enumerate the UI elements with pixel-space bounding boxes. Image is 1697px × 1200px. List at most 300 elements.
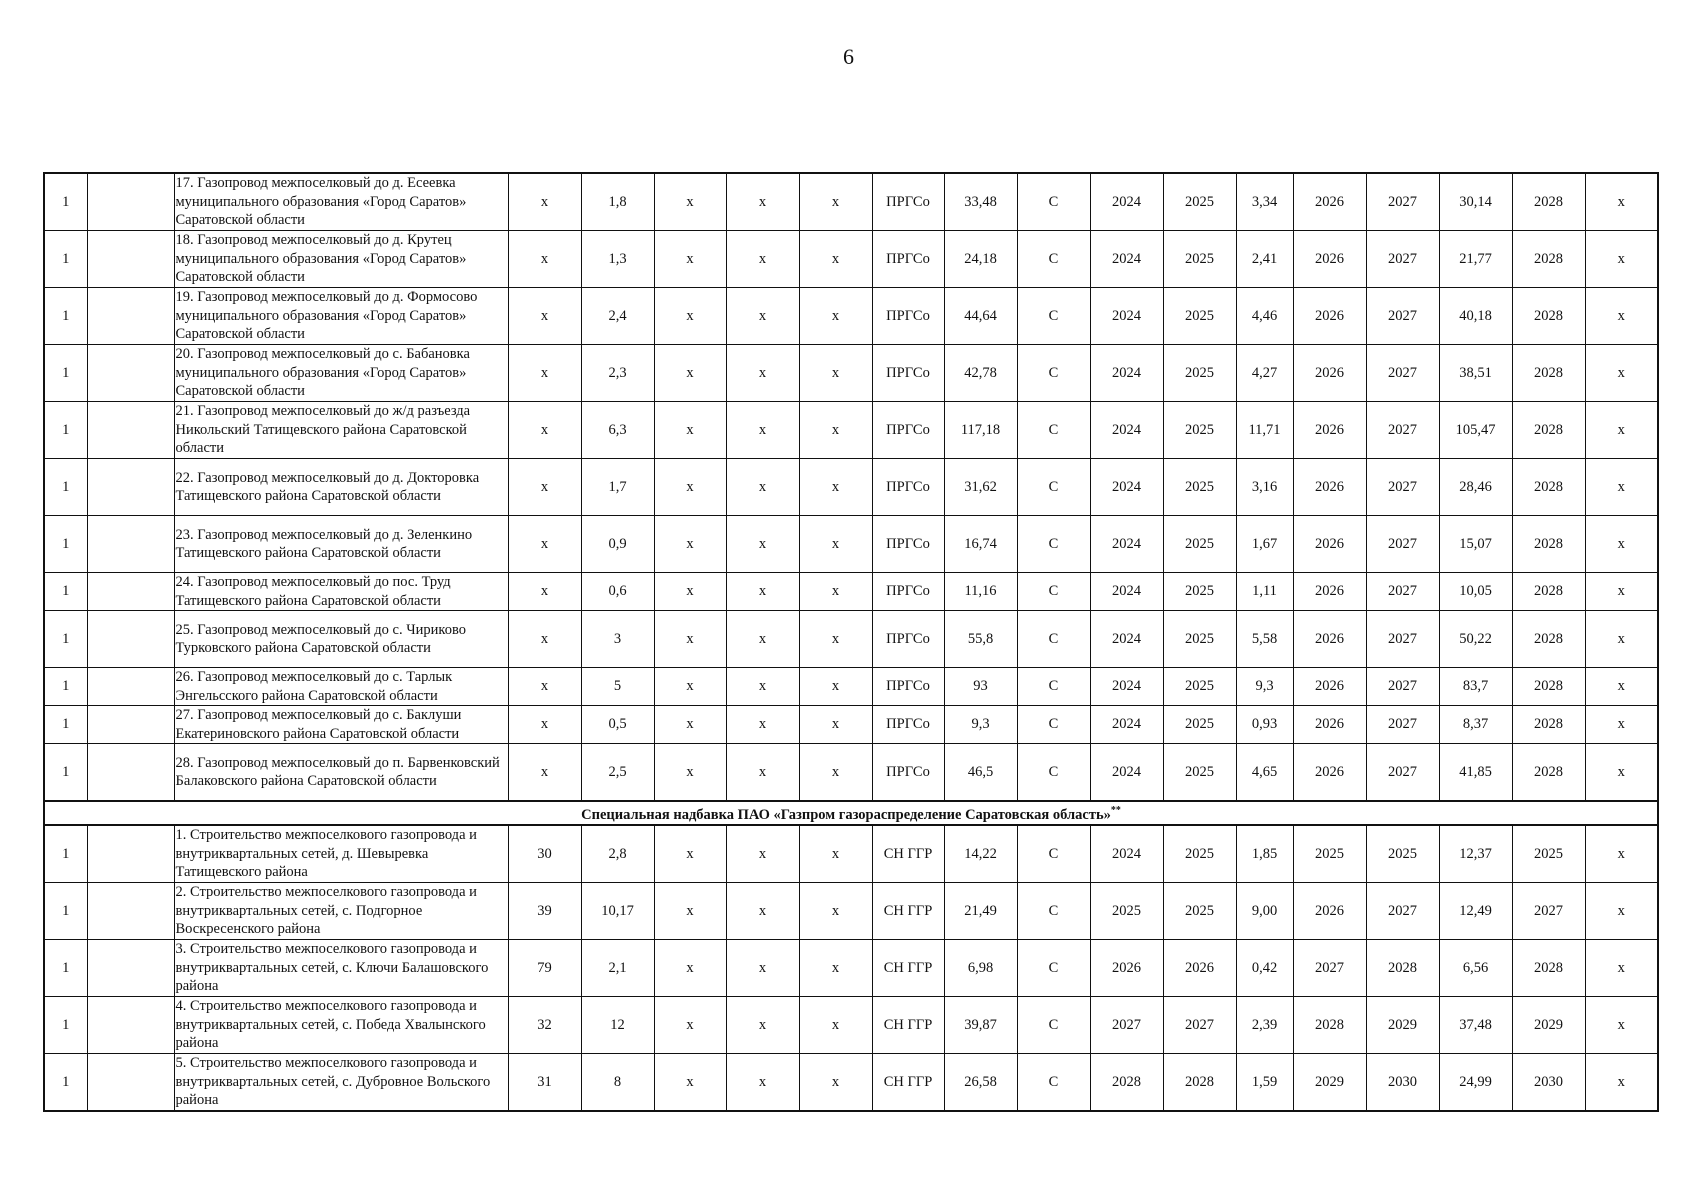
cell-c5: 0,6 — [581, 573, 654, 611]
cell-c7: х — [726, 459, 799, 516]
cell-c11: С — [1017, 939, 1090, 996]
cell-c13: 2025 — [1163, 173, 1236, 231]
cell-c9: ПРГСо — [872, 516, 944, 573]
cell-c5: 1,7 — [581, 459, 654, 516]
cell-c16: 2027 — [1366, 882, 1439, 939]
cell-c14: 0,93 — [1236, 706, 1293, 744]
table-row — [44, 573, 1658, 611]
cell-name: 24. Газопровод межпоселковый до пос. Труд Татищевского района Саратовской области — [174, 573, 508, 611]
cell-c14: 3,16 — [1236, 459, 1293, 516]
cell-name: 25. Газопровод межпоселковый до с. Чириково Турковского района Саратовской области — [174, 611, 508, 668]
cell-name: 17. Газопровод межпоселковый до д. Есеевка муниципального образования «Город Саратов» Саратовской области — [174, 173, 508, 231]
cell-c18: 2028 — [1512, 573, 1585, 611]
cell-c4: х — [508, 573, 581, 611]
cell-c11: С — [1017, 1053, 1090, 1111]
cell-c15: 2026 — [1293, 402, 1366, 459]
cell-name: 5. Строительство межпоселкового газопровода и внутриквартальных сетей, с. Дубровное Вольского района — [174, 1053, 508, 1111]
cell-c12: 2024 — [1090, 668, 1163, 706]
cell-c1: 1 — [44, 288, 87, 345]
cell-c7: х — [726, 345, 799, 402]
cell-c12: 2024 — [1090, 231, 1163, 288]
cell-c6: х — [654, 231, 726, 288]
cell-c2 — [87, 825, 174, 883]
cell-c10: 14,22 — [944, 825, 1017, 883]
cell-c17: 50,22 — [1439, 611, 1512, 668]
cell-c2 — [87, 231, 174, 288]
cell-c1: 1 — [44, 706, 87, 744]
cell-c6: х — [654, 744, 726, 802]
cell-c18: 2028 — [1512, 744, 1585, 802]
cell-c5: 2,5 — [581, 744, 654, 802]
cell-c12: 2024 — [1090, 516, 1163, 573]
cell-c5: 6,3 — [581, 402, 654, 459]
cell-c9: ПРГСо — [872, 668, 944, 706]
cell-c6: х — [654, 516, 726, 573]
cell-c5: 10,17 — [581, 882, 654, 939]
cell-c8: х — [799, 611, 872, 668]
cell-c16: 2027 — [1366, 573, 1439, 611]
cell-c7: х — [726, 1053, 799, 1111]
cell-c19: х — [1585, 402, 1658, 459]
cell-c9: ПРГСо — [872, 459, 944, 516]
cell-c19: х — [1585, 573, 1658, 611]
table-row — [44, 939, 1658, 996]
cell-name: 26. Газопровод межпоселковый до с. Тарлык Энгельсского района Саратовской области — [174, 668, 508, 706]
cell-c12: 2024 — [1090, 173, 1163, 231]
table-row — [44, 1053, 1658, 1111]
cell-c12: 2024 — [1090, 611, 1163, 668]
cell-c14: 2,41 — [1236, 231, 1293, 288]
cell-c15: 2026 — [1293, 882, 1366, 939]
cell-c19: х — [1585, 345, 1658, 402]
cell-c19: х — [1585, 516, 1658, 573]
cell-c9: ПРГСо — [872, 345, 944, 402]
cell-c8: х — [799, 402, 872, 459]
cell-c15: 2026 — [1293, 744, 1366, 802]
cell-c4: х — [508, 402, 581, 459]
cell-c6: х — [654, 459, 726, 516]
cell-c4: 32 — [508, 996, 581, 1053]
cell-c13: 2025 — [1163, 516, 1236, 573]
cell-c6: х — [654, 573, 726, 611]
cell-c15: 2025 — [1293, 825, 1366, 883]
cell-c18: 2028 — [1512, 939, 1585, 996]
cell-c19: х — [1585, 939, 1658, 996]
cell-c12: 2025 — [1090, 882, 1163, 939]
cell-c18: 2027 — [1512, 882, 1585, 939]
cell-c16: 2030 — [1366, 1053, 1439, 1111]
cell-c17: 37,48 — [1439, 996, 1512, 1053]
cell-c4: х — [508, 744, 581, 802]
cell-c18: 2028 — [1512, 173, 1585, 231]
cell-c7: х — [726, 744, 799, 802]
table-row — [44, 744, 1658, 802]
cell-c19: х — [1585, 996, 1658, 1053]
cell-c16: 2027 — [1366, 516, 1439, 573]
cell-c1: 1 — [44, 1053, 87, 1111]
cell-c16: 2029 — [1366, 996, 1439, 1053]
cell-c1: 1 — [44, 611, 87, 668]
cell-c8: х — [799, 825, 872, 883]
section-header — [44, 801, 1658, 825]
table-row — [44, 882, 1658, 939]
cell-name: 2. Строительство межпоселкового газопровода и внутриквартальных сетей, с. Подгорное Воскресенского района — [174, 882, 508, 939]
cell-c4: 31 — [508, 1053, 581, 1111]
cell-c1: 1 — [44, 459, 87, 516]
cell-c1: 1 — [44, 668, 87, 706]
cell-c9: СН ГГР — [872, 996, 944, 1053]
cell-c15: 2026 — [1293, 231, 1366, 288]
cell-c13: 2025 — [1163, 231, 1236, 288]
cell-c15: 2026 — [1293, 516, 1366, 573]
cell-c8: х — [799, 744, 872, 802]
cell-c2 — [87, 744, 174, 802]
cell-c15: 2026 — [1293, 573, 1366, 611]
cell-c2 — [87, 939, 174, 996]
cell-c16: 2027 — [1366, 345, 1439, 402]
cell-c9: ПРГСо — [872, 706, 944, 744]
cell-c2 — [87, 611, 174, 668]
cell-c11: С — [1017, 516, 1090, 573]
cell-c8: х — [799, 459, 872, 516]
cell-c18: 2028 — [1512, 516, 1585, 573]
cell-c9: СН ГГР — [872, 825, 944, 883]
cell-c10: 46,5 — [944, 744, 1017, 802]
cell-c19: х — [1585, 231, 1658, 288]
cell-c13: 2025 — [1163, 345, 1236, 402]
cell-c16: 2027 — [1366, 402, 1439, 459]
cell-c5: 5 — [581, 668, 654, 706]
cell-c9: СН ГГР — [872, 1053, 944, 1111]
cell-c4: х — [508, 706, 581, 744]
cell-c18: 2028 — [1512, 402, 1585, 459]
cell-c12: 2024 — [1090, 744, 1163, 802]
table-row — [44, 706, 1658, 744]
table-row — [44, 288, 1658, 345]
cell-c15: 2026 — [1293, 173, 1366, 231]
cell-c16: 2027 — [1366, 173, 1439, 231]
investment-table — [43, 172, 1659, 1112]
cell-c13: 2025 — [1163, 573, 1236, 611]
cell-c1: 1 — [44, 173, 87, 231]
cell-c12: 2024 — [1090, 825, 1163, 883]
cell-c4: 30 — [508, 825, 581, 883]
cell-c2 — [87, 706, 174, 744]
cell-c13: 2025 — [1163, 706, 1236, 744]
cell-c19: х — [1585, 459, 1658, 516]
cell-c2 — [87, 996, 174, 1053]
cell-c8: х — [799, 345, 872, 402]
cell-c8: х — [799, 996, 872, 1053]
cell-c11: С — [1017, 744, 1090, 802]
cell-c4: 39 — [508, 882, 581, 939]
cell-c1: 1 — [44, 573, 87, 611]
cell-c18: 2028 — [1512, 668, 1585, 706]
cell-c2 — [87, 288, 174, 345]
cell-c14: 9,3 — [1236, 668, 1293, 706]
cell-c10: 31,62 — [944, 459, 1017, 516]
cell-c18: 2030 — [1512, 1053, 1585, 1111]
cell-c18: 2025 — [1512, 825, 1585, 883]
cell-c8: х — [799, 288, 872, 345]
cell-c13: 2028 — [1163, 1053, 1236, 1111]
cell-c5: 12 — [581, 996, 654, 1053]
cell-c13: 2025 — [1163, 402, 1236, 459]
cell-name: 19. Газопровод межпоселковый до д. Формосово муниципального образования «Город Саратов» Саратовской области — [174, 288, 508, 345]
cell-c7: х — [726, 706, 799, 744]
cell-c1: 1 — [44, 231, 87, 288]
cell-c7: х — [726, 996, 799, 1053]
cell-c1: 1 — [44, 825, 87, 883]
cell-c11: С — [1017, 288, 1090, 345]
cell-c5: 2,1 — [581, 939, 654, 996]
cell-c17: 24,99 — [1439, 1053, 1512, 1111]
cell-c1: 1 — [44, 402, 87, 459]
cell-c14: 4,46 — [1236, 288, 1293, 345]
cell-c4: х — [508, 345, 581, 402]
cell-c18: 2028 — [1512, 459, 1585, 516]
cell-c14: 1,59 — [1236, 1053, 1293, 1111]
cell-name: 3. Строительство межпоселкового газопровода и внутриквартальных сетей, с. Ключи Балашовского района — [174, 939, 508, 996]
cell-c18: 2028 — [1512, 706, 1585, 744]
cell-c14: 5,58 — [1236, 611, 1293, 668]
cell-c9: ПРГСо — [872, 611, 944, 668]
cell-c5: 3 — [581, 611, 654, 668]
cell-c6: х — [654, 345, 726, 402]
cell-c12: 2028 — [1090, 1053, 1163, 1111]
cell-c17: 83,7 — [1439, 668, 1512, 706]
cell-c17: 40,18 — [1439, 288, 1512, 345]
cell-c2 — [87, 1053, 174, 1111]
cell-c13: 2025 — [1163, 459, 1236, 516]
table-row — [44, 459, 1658, 516]
cell-c17: 8,37 — [1439, 706, 1512, 744]
cell-c6: х — [654, 825, 726, 883]
cell-c17: 105,47 — [1439, 402, 1512, 459]
cell-c19: х — [1585, 706, 1658, 744]
cell-c15: 2026 — [1293, 611, 1366, 668]
cell-c10: 33,48 — [944, 173, 1017, 231]
cell-c19: х — [1585, 288, 1658, 345]
cell-c14: 4,27 — [1236, 345, 1293, 402]
cell-c8: х — [799, 1053, 872, 1111]
cell-c11: С — [1017, 459, 1090, 516]
cell-c15: 2026 — [1293, 459, 1366, 516]
cell-c5: 0,5 — [581, 706, 654, 744]
page-number: 6 — [843, 44, 854, 69]
cell-c6: х — [654, 706, 726, 744]
cell-c11: С — [1017, 706, 1090, 744]
cell-c18: 2028 — [1512, 288, 1585, 345]
cell-c16: 2027 — [1366, 459, 1439, 516]
cell-c13: 2026 — [1163, 939, 1236, 996]
cell-c4: х — [508, 516, 581, 573]
cell-c14: 1,11 — [1236, 573, 1293, 611]
cell-c7: х — [726, 668, 799, 706]
cell-c9: ПРГСо — [872, 173, 944, 231]
cell-c12: 2026 — [1090, 939, 1163, 996]
cell-c17: 6,56 — [1439, 939, 1512, 996]
cell-c1: 1 — [44, 516, 87, 573]
table-row — [44, 402, 1658, 459]
cell-c10: 11,16 — [944, 573, 1017, 611]
cell-c6: х — [654, 173, 726, 231]
cell-c4: х — [508, 288, 581, 345]
cell-c10: 16,74 — [944, 516, 1017, 573]
cell-c8: х — [799, 516, 872, 573]
cell-c10: 24,18 — [944, 231, 1017, 288]
cell-c16: 2027 — [1366, 231, 1439, 288]
cell-c12: 2024 — [1090, 459, 1163, 516]
cell-c7: х — [726, 573, 799, 611]
cell-c7: х — [726, 882, 799, 939]
cell-c8: х — [799, 706, 872, 744]
cell-c11: С — [1017, 668, 1090, 706]
cell-c17: 10,05 — [1439, 573, 1512, 611]
cell-c12: 2027 — [1090, 996, 1163, 1053]
cell-c15: 2028 — [1293, 996, 1366, 1053]
cell-c17: 41,85 — [1439, 744, 1512, 802]
cell-c7: х — [726, 825, 799, 883]
table-row — [44, 516, 1658, 573]
cell-c16: 2028 — [1366, 939, 1439, 996]
cell-c18: 2029 — [1512, 996, 1585, 1053]
cell-c11: С — [1017, 345, 1090, 402]
cell-c10: 9,3 — [944, 706, 1017, 744]
cell-c12: 2024 — [1090, 345, 1163, 402]
cell-name: 21. Газопровод межпоселковый до ж/д разъезда Никольский Татищевского района Саратовской области — [174, 402, 508, 459]
cell-c13: 2025 — [1163, 825, 1236, 883]
cell-c5: 2,3 — [581, 345, 654, 402]
cell-c12: 2024 — [1090, 573, 1163, 611]
cell-c19: х — [1585, 611, 1658, 668]
cell-c12: 2024 — [1090, 402, 1163, 459]
cell-c5: 2,4 — [581, 288, 654, 345]
cell-c7: х — [726, 173, 799, 231]
cell-c7: х — [726, 939, 799, 996]
cell-c18: 2028 — [1512, 345, 1585, 402]
cell-c16: 2027 — [1366, 611, 1439, 668]
cell-c8: х — [799, 668, 872, 706]
cell-c19: х — [1585, 825, 1658, 883]
cell-c13: 2027 — [1163, 996, 1236, 1053]
cell-c7: х — [726, 516, 799, 573]
cell-c7: х — [726, 231, 799, 288]
cell-c5: 1,8 — [581, 173, 654, 231]
cell-c13: 2025 — [1163, 611, 1236, 668]
cell-c15: 2027 — [1293, 939, 1366, 996]
cell-c19: х — [1585, 882, 1658, 939]
table-body-main — [44, 173, 1658, 801]
cell-c17: 28,46 — [1439, 459, 1512, 516]
cell-c6: х — [654, 288, 726, 345]
cell-name: 18. Газопровод межпоселковый до д. Крутец муниципального образования «Город Саратов» Саратовской области — [174, 231, 508, 288]
cell-c2 — [87, 345, 174, 402]
cell-c9: СН ГГР — [872, 882, 944, 939]
cell-c2 — [87, 402, 174, 459]
cell-c10: 39,87 — [944, 996, 1017, 1053]
cell-name: 23. Газопровод межпоселковый до д. Зеленкино Татищевского района Саратовской области — [174, 516, 508, 573]
cell-c4: х — [508, 231, 581, 288]
cell-c1: 1 — [44, 882, 87, 939]
cell-c7: х — [726, 402, 799, 459]
cell-c9: ПРГСо — [872, 573, 944, 611]
table-row — [44, 668, 1658, 706]
cell-c8: х — [799, 573, 872, 611]
cell-c8: х — [799, 173, 872, 231]
cell-c10: 44,64 — [944, 288, 1017, 345]
cell-c14: 2,39 — [1236, 996, 1293, 1053]
cell-c17: 30,14 — [1439, 173, 1512, 231]
cell-c4: х — [508, 668, 581, 706]
cell-c16: 2025 — [1366, 825, 1439, 883]
cell-c5: 2,8 — [581, 825, 654, 883]
cell-c14: 1,67 — [1236, 516, 1293, 573]
cell-c6: х — [654, 1053, 726, 1111]
table-row — [44, 231, 1658, 288]
cell-name: 1. Строительство межпоселкового газопровода и внутриквартальных сетей, д. Шевыревка Татищевского района — [174, 825, 508, 883]
cell-c6: х — [654, 996, 726, 1053]
section-header-mark: ** — [1110, 805, 1121, 816]
cell-c14: 9,00 — [1236, 882, 1293, 939]
table-section-special — [44, 801, 1658, 825]
cell-c6: х — [654, 939, 726, 996]
cell-c7: х — [726, 288, 799, 345]
cell-c12: 2024 — [1090, 706, 1163, 744]
table-row — [44, 345, 1658, 402]
table-body-special — [44, 825, 1658, 1111]
cell-c14: 0,42 — [1236, 939, 1293, 996]
cell-c1: 1 — [44, 345, 87, 402]
cell-c2 — [87, 173, 174, 231]
cell-c11: С — [1017, 573, 1090, 611]
cell-c1: 1 — [44, 939, 87, 996]
cell-c11: С — [1017, 173, 1090, 231]
cell-c9: СН ГГР — [872, 939, 944, 996]
cell-name: 20. Газопровод межпоселковый до с. Бабановка муниципального образования «Город Саратов» Саратовской области — [174, 345, 508, 402]
cell-c11: С — [1017, 402, 1090, 459]
cell-c13: 2025 — [1163, 668, 1236, 706]
table-row — [44, 996, 1658, 1053]
cell-c2 — [87, 882, 174, 939]
cell-c4: х — [508, 173, 581, 231]
cell-c9: ПРГСо — [872, 231, 944, 288]
cell-c10: 42,78 — [944, 345, 1017, 402]
cell-c15: 2026 — [1293, 288, 1366, 345]
cell-c10: 117,18 — [944, 402, 1017, 459]
cell-c19: х — [1585, 668, 1658, 706]
cell-c12: 2024 — [1090, 288, 1163, 345]
cell-c18: 2028 — [1512, 611, 1585, 668]
cell-c11: С — [1017, 611, 1090, 668]
cell-c19: х — [1585, 173, 1658, 231]
cell-c10: 21,49 — [944, 882, 1017, 939]
cell-c5: 8 — [581, 1053, 654, 1111]
cell-name: 28. Газопровод межпоселковый до п. Барвенковский Балаковского района Саратовской области — [174, 744, 508, 802]
cell-c6: х — [654, 611, 726, 668]
cell-c14: 11,71 — [1236, 402, 1293, 459]
cell-c2 — [87, 459, 174, 516]
cell-name: 22. Газопровод межпоселковый до д. Докторовка Татищевского района Саратовской области — [174, 459, 508, 516]
cell-c6: х — [654, 668, 726, 706]
cell-c15: 2026 — [1293, 706, 1366, 744]
table-row — [44, 825, 1658, 883]
cell-c2 — [87, 668, 174, 706]
cell-c17: 38,51 — [1439, 345, 1512, 402]
cell-c15: 2029 — [1293, 1053, 1366, 1111]
cell-name: 27. Газопровод межпоселковый до с. Баклуши Екатериновского района Саратовской области — [174, 706, 508, 744]
cell-c5: 0,9 — [581, 516, 654, 573]
